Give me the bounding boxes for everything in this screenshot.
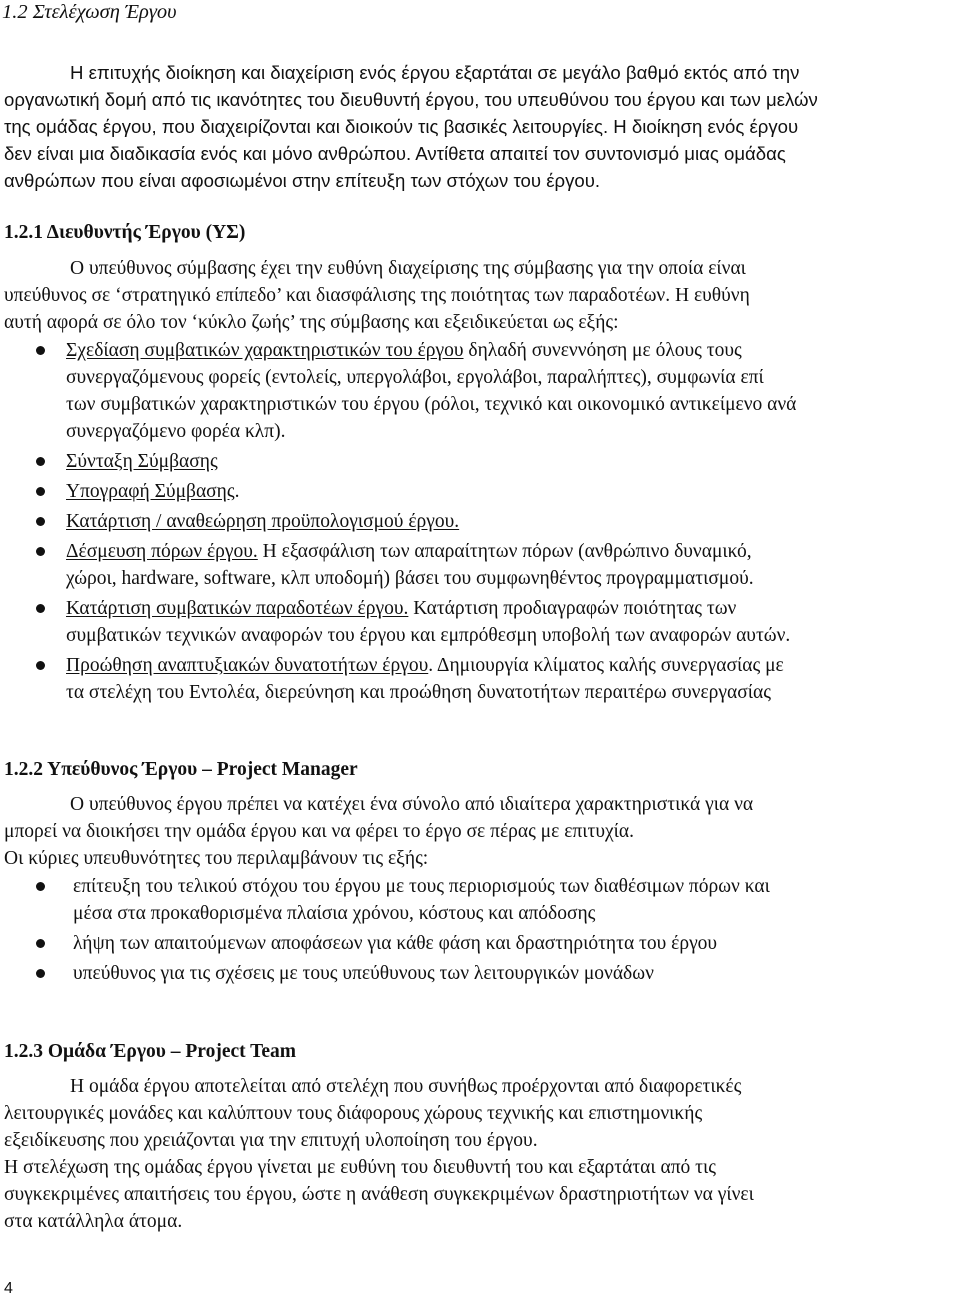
s123-para-line-1: Η ομάδα έργου αποτελείται από στελέχη που συνήθως προέρχονται από διαφορετικές [70,1076,742,1097]
s121-bullet-1-underlined: Σχεδίαση συμβατικών χαρακτηριστικών του έργου [66,340,464,361]
s121-bullet-4-underlined: Κατάρτιση / αναθεώρηση προϋπολογισμού έργου. [66,511,460,532]
s121-bullet-6 [66,596,736,622]
page-number: 4 [4,1280,13,1297]
s122-bullet-2: λήψη των απαιτούμενων αποφάσεων για κάθε φάση και δραστηριότητα του έργου [73,933,718,954]
s121-bullet-4 [66,509,459,535]
intro-line-2: οργανωτική δομή από τις ικανότητες του διευθυντή έργου, του υπευθύνου του έργου και των μελών [4,89,818,110]
s122-para-line-3: Οι κύριες υπευθυνότητες του περιλαμβάνουν τις εξής: [4,848,429,869]
s121-bullet-7 [66,653,784,679]
s123-para-line-5: συγκεκριμένες απαιτήσεις του έργου, ώστε η ανάθεση συγκεκριμένων δραστηριοτήτων να γίνει [4,1184,754,1205]
s121-para-line-2: υπεύθυνος σε ‘στρατηγικό επίπεδο’ και διασφάλισης της ποιότητας των παραδοτέων. Η ευθύνη [4,285,750,306]
s121-bullet-5-text: Η εξασφάλιση των απαραίτητων πόρων (ανθρώπινο δυναμικό, [257,541,752,562]
s122-para-line-2: μπορεί να διοικήσει την ομάδα έργου και να φέρει το έργο σε πέρας με επιτυχία. [4,821,634,842]
s123-para-line-6: στα κατάλληλα άτομα. [4,1211,183,1232]
s122-bullet-1-line-2: μέσα στα προκαθορισμένα πλαίσια χρόνου, κόστους και απόδοσης [73,903,596,924]
bullet-dot [36,604,45,613]
s121-bullet-6-underlined: Κατάρτιση συμβατικών παραδοτέων έργου. [66,598,409,619]
bullet-dot [36,661,45,670]
s121-bullet-3-underlined: Υπογραφή Σύμβασης [66,481,235,502]
bullet-dot [36,882,45,891]
bullet-dot [36,487,45,496]
intro-line-5: ανθρώπων που είναι αφοσιωμένοι στην επίτευξη των στόχων του έργου. [4,170,601,191]
s121-bullet-2-underlined: Σύνταξη Σύμβασης [66,451,218,472]
s123-para-line-2: λειτουργικές μονάδες και καλύπτουν τους διάφορους χώρους τεχνικής και επιστημονικής [4,1103,703,1124]
s122-bullet-3: υπεύθυνος για τις σχέσεις με τους υπεύθυνους των λειτουργικών μονάδων [73,963,654,984]
s121-bullet-5 [66,539,752,565]
s121-bullet-1 [66,338,742,364]
s121-bullet-5-line-2: χώροι, hardware, software, κλπ υποδομή) βάσει του συμφωνηθέντος προγραμματισμού. [66,568,754,589]
s121-para-line-1: Ο υπεύθυνος σύμβασης έχει την ευθύνη διαχείρισης της σύμβασης για την οποία είναι [70,258,746,279]
bullet-dot [36,969,45,978]
intro-line-3: της ομάδας έργου, που διαχειρίζονται και διοικούν τις βασικές λειτουργίες. Η διοίκηση ενός έργου [4,116,799,137]
bullet-dot [36,457,45,466]
s121-bullet-7-text: . Δημιουργία κλίματος καλής συνεργασίας με [428,655,784,676]
s121-bullet-3-text: . [234,481,240,502]
intro-line-1: Η επιτυχής διοίκηση και διαχείριση ενός έργου εξαρτάται σε μεγάλο βαθμό εκτός από την [70,62,800,83]
s121-bullet-6-text: Κατάρτιση προδιαγραφών ποιότητας των [408,598,737,619]
section-heading-1-2-3: 1.2.3 Ομάδα Έργου – Project Team [4,1041,297,1062]
intro-line-4: δεν είναι μια διαδικασία ενός και μόνο ανθρώπου. Αντίθετα απαιτεί τον συντονισμό μιας ομάδας [4,143,786,164]
bullet-dot [36,346,45,355]
s122-bullet-1-line-1: επίτευξη του τελικού στόχου του έργου με τους περιορισμούς των διαθέσιμων πόρων και [73,876,770,897]
s123-para-line-3: εξειδίκευσης που χρειάζονται για την επιτυχή υλοποίηση του έργου. [4,1130,538,1151]
s121-bullet-1-line-2: συνεργαζόμενους φορείς (εντολείς, υπεργολάβοι, εργολάβοι, παραλήπτες), συμφωνία επί [66,367,764,388]
s121-bullet-5-underlined: Δέσμευση πόρων έργου. [66,541,258,562]
bullet-dot [36,547,45,556]
section-heading-1-2-1: 1.2.1 Διευθυντής Έργου (ΥΣ) [4,222,246,243]
bullet-dot [36,939,45,948]
s121-bullet-1-line-4: συνεργαζόμενο φορέα κλπ). [66,421,286,442]
bullet-dot [36,517,45,526]
s121-bullet-1-line-3: των συμβατικών χαρακτηριστικών του έργου (ρόλοι, τεχνικό και οικονομικό αντικείμενο ανά [66,394,797,415]
section-heading-1-2-2: 1.2.2 Υπεύθυνος Έργου – Project Manager [4,759,358,780]
s121-bullet-6-line-2: συμβατικών τεχνικών αναφορών του έργου και εμπρόθεσμη υποβολή των αναφορών αυτών. [66,625,791,646]
s121-para-line-3: αυτή αφορά σε όλο τον ‘κύκλο ζωής’ της σύμβασης και εξειδικεύεται ως εξής: [4,312,619,333]
s121-bullet-7-underlined: Προώθηση αναπτυξιακών δυνατοτήτων έργου [66,655,429,676]
s123-para-line-4: Η στελέχωση της ομάδας έργου γίνεται με ευθύνη του διευθυντή του και εξαρτάται από τις [4,1157,716,1178]
s121-bullet-3 [66,479,239,505]
s122-para-line-1: Ο υπεύθυνος έργου πρέπει να κατέχει ένα σύνολο από ιδιαίτερα χαρακτηριστικά για να [70,794,754,815]
s121-bullet-1-text: δηλαδή συνεννόηση με όλους τους [463,340,742,361]
s121-bullet-2 [66,449,218,475]
section-heading-1-2: 1.2 Στελέχωση Έργου [2,1,177,23]
s121-bullet-7-line-2: τα στελέχη του Εντολέα, διερεύνηση και προώθηση δυνατοτήτων περαιτέρω συνεργασίας [66,682,771,703]
